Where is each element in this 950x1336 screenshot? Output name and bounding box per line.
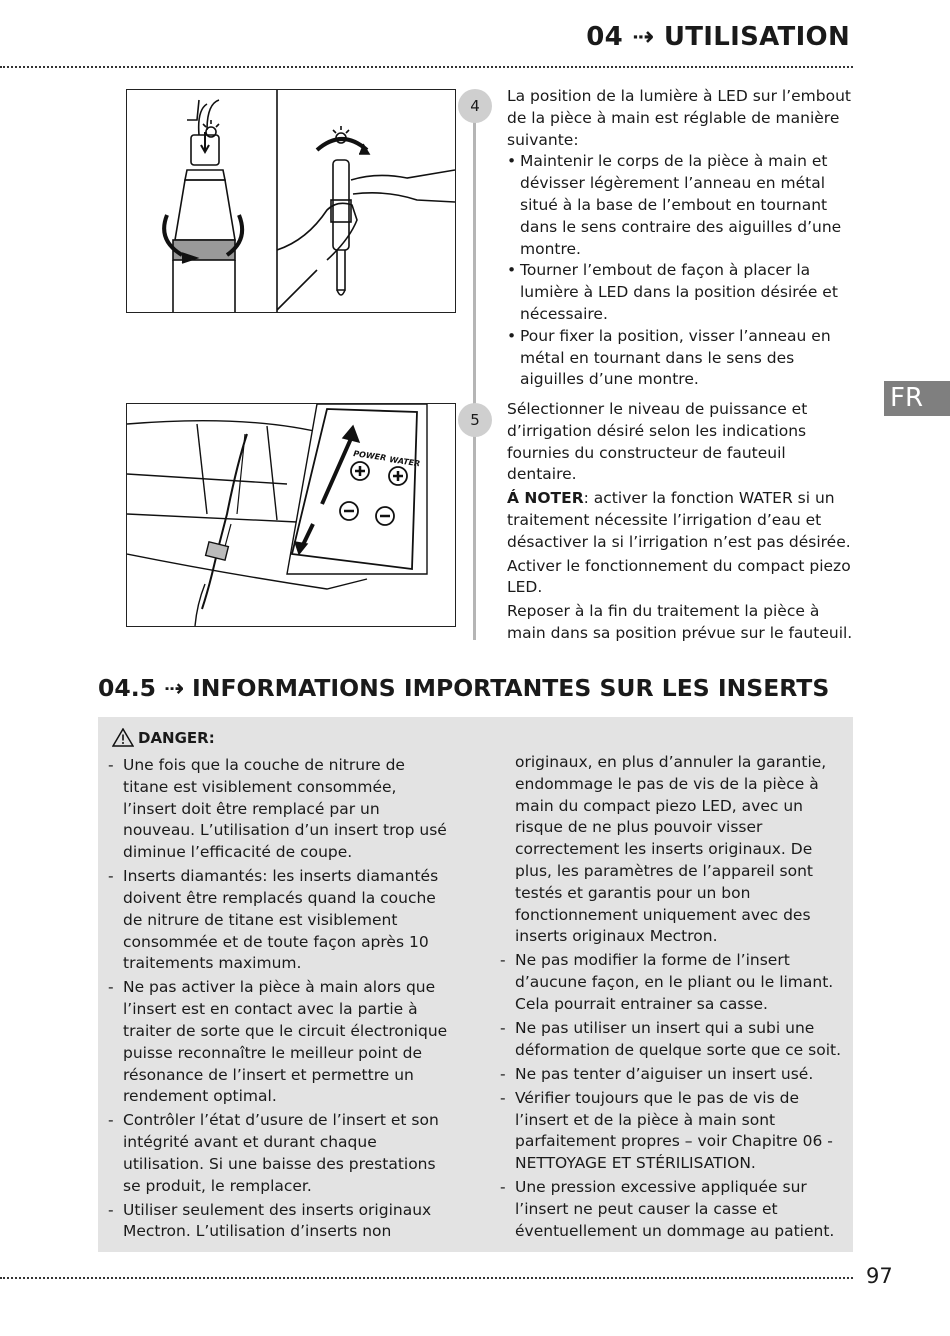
step-4-text [507,86,857,391]
note-text: : activer la fonction WATER si un traitement nécessite l’irrigation d’eau et désactiver la si l’irrigation n’est pas désirée. [507,489,851,551]
step-number-5: 5 [458,403,492,437]
step-4-intro: La position de la lumière à LED sur l’embout de la pièce à main est réglable de manière suivante: [507,87,851,149]
danger-label: DANGER: [138,728,215,747]
list-item: - Une pression excessive appliquée sur l’insert ne peut causer la casse et éventuellement un dommage au patient. [500,1178,835,1240]
list-item: - Contrôler l’état d’usure de l’insert et son intégrité avant et durant chaque utilisation. Si une baisse des prestations se produit, le remplacer. [108,1111,439,1195]
list-item: - Vérifier toujours que le pas de vis de l’insert et de la pièce à main sont parfaitement propres – voir Chapitre 06 - NETTOYAGE ET STÉRILISATION. [500,1088,833,1173]
language-tab: FR [884,381,950,416]
list-item: - Ne pas utiliser un insert qui a subi une déformation de quelque sorte que ce soit. [500,1018,842,1059]
chapter-title: 04 ⇢ UTILISATION [586,22,850,52]
page-number: 97 [866,1264,893,1288]
warning-icon [112,728,134,747]
list-item: - Inserts diamantés: les inserts diamantés doivent être remplacés quand la couche de nitrure de titane est visiblement consommée et de toute façon après 10 traitements maximum. [108,867,439,973]
list-item: - Ne pas activer la pièce à main alors que l’insert est en contact avec la partie à traiter de sorte que le circuit électronique puisse reconnaître le meilleur point de résonance de l’insert et permettre un rendement optimal. [108,978,448,1106]
danger-column-right [500,752,845,1245]
step-4-bullet: • Pour fixer la position, visser l’anneau en métal en tournant dans le sens des aiguilles d’une montre. [507,326,831,389]
danger-heading [112,728,215,747]
danger-column-left [108,755,453,1245]
power-label: POWER [352,449,387,463]
note-label: Á NOTER [507,489,584,508]
step-5-note [507,488,857,553]
section-title: 04.5 ⇢ INFORMATIONS IMPORTANTES SUR LES INSERTS [98,674,830,702]
step-5-activate: Activer le fonctionnement du compact piezo LED. [507,556,851,597]
step-5-replace: Reposer à la fin du traitement la pièce à main dans sa position prévue sur le fauteuil. [507,602,853,642]
step-4-bullet: • Maintenir le corps de la pièce à main et dévisser légèrement l’anneau en métal situé à la base de l’embout en tournant dans le sens contraire des aiguilles d’une montre. [507,152,842,258]
step-timeline [473,90,476,640]
list-item: - Ne pas tenter d’aiguiser un insert usé. [500,1064,814,1083]
led-ring-illustration [126,89,456,313]
control-panel-illustration [126,403,456,627]
step-number-4: 4 [458,89,492,123]
step-5-instruction: Sélectionner le niveau de puissance et d’irrigation désiré selon les indications fournies du constructeur de fauteuil dentaire. [507,400,808,484]
list-item: - Ne pas modifier la forme de l’insert d’aucune façon, en le pliant ou le limant. Cela pourrait entrainer sa casse. [500,951,834,1013]
list-item: - Utiliser seulement des inserts originaux Mectron. L’utilisation d’inserts non [108,1200,432,1241]
footer-divider [0,1277,853,1279]
list-item: - Une fois que la couche de nitrure de titane est visiblement consommée, l’insert doit être remplacé par un nouveau. L’utilisation d’un insert trop usé diminue l’efficacité de coupe. [108,756,447,862]
header-divider [0,66,853,68]
step-5-text [507,399,857,645]
list-item-continuation: originaux, en plus d’annuler la garantie, endommage le pas de vis de la pièce à main du compact piezo LED, avec un risque de ne plus pouvoir visser correctement les inserts originaux. De plus, les paramètres de l’appareil sont testés et garantis pour un bon fonctionnement uniquement avec des inserts originaux Mectron. [515,753,827,946]
step-4-bullet: • Tourner l’embout de façon à placer la lumière à LED dans la position désirée et nécessaire. [507,261,838,323]
water-label: WATER [388,455,421,469]
